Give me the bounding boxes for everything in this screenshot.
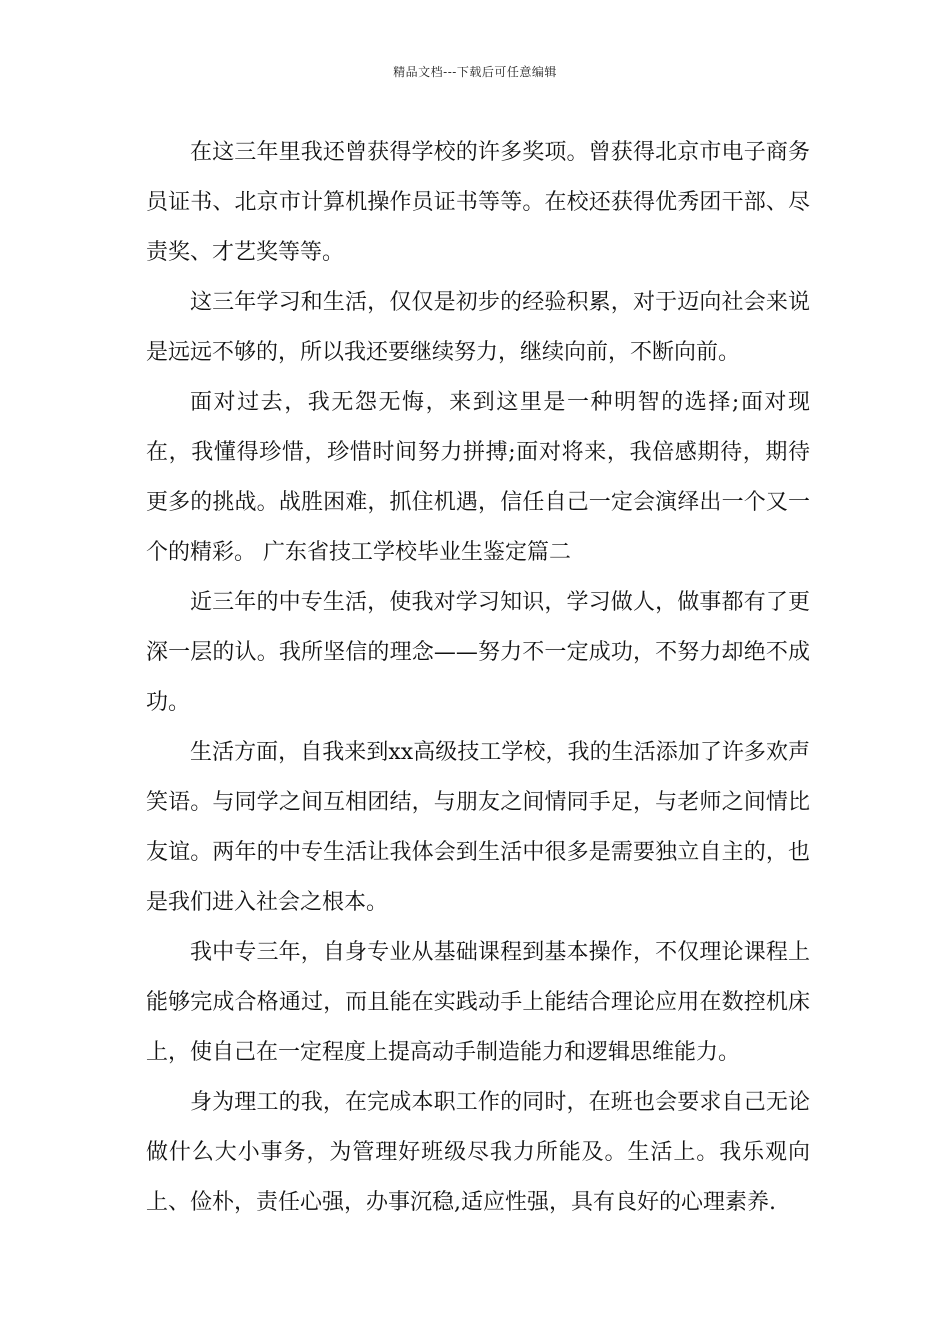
paragraph-professional: 我中专三年，自身专业从基础课程到基本操作，不仅理论课程上能够完成合格通过，而且能在实践动手上能结合理论应用在数控机床上，使自己在一定程度上提高动手制造能力和逻辑思维能力。 bbox=[146, 940, 810, 1065]
paragraph-experience: 这三年学习和生活，仅仅是初步的经验积累，对于迈向社会来说是远远不够的，所以我还要继续努力，继续向前，不断向前。 bbox=[146, 290, 810, 365]
paragraph-school-life: 近三年的中专生活，使我对学习知识，学习做人，做事都有了更深一层的认。我所坚信的理念——努力不一定成功，不努力却绝不成功。 bbox=[146, 590, 810, 715]
paragraph-daily-life: 生活方面，自我来到xx高级技工学校，我的生活添加了许多欢声笑语。与同学之间互相团结，与朋友之间情同手足，与老师之间情比友谊。两年的中专生活让我体会到生活中很多是需要独立自主的，也是我们进入社会之根本。 bbox=[146, 740, 810, 915]
page-header: 精品文档---下载后可任意编辑 bbox=[393, 65, 557, 79]
paragraph-future: 面对过去，我无怨无悔，来到这里是一种明智的选择;面对现在，我懂得珍惜，珍惜时间努力拼搏;面对将来，我倍感期待，期待更多的挑战。战胜困难，抓住机遇，信任自己一定会演绎出一个又一个的精彩。 广东省技工学校毕业生鉴定篇二 bbox=[146, 390, 810, 565]
paragraph-character: 身为理工的我，在完成本职工作的同时，在班也会要求自己无论做什么大小事务，为管理好班级尽我力所能及。生活上。我乐观向上、俭朴，责任心强，办事沉稳,适应性强，具有良好的心理素养. bbox=[146, 1090, 810, 1215]
document-body bbox=[146, 128, 810, 1228]
paragraph-awards: 在这三年里我还曾获得学校的许多奖项。曾获得北京市电子商务员证书、北京市计算机操作员证书等等。在校还获得优秀团干部、尽责奖、才艺奖等等。 bbox=[146, 140, 810, 265]
